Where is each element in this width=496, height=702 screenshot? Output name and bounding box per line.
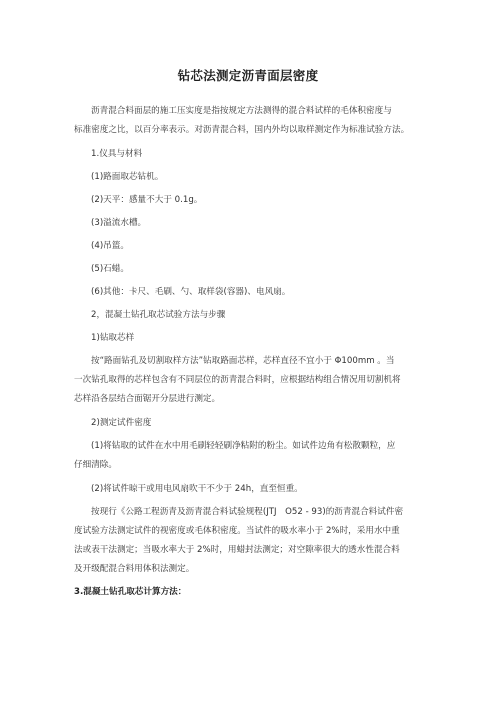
section-heading: 1.仪具与材料 <box>91 149 143 159</box>
paragraph-line: (1)将钻取的试件在水中用毛刷轻轻刷净粘附的粉尘。如试件边角有松散颗粒，应 <box>91 441 396 451</box>
paragraph-line: (2)将试件晾干或用电风扇吹干不少于 24h，直至恒重。 <box>91 484 303 494</box>
paragraph-line: 度试验方法测定试件的视密度或毛体积密度。当试件的吸水率小于 2%时，采用水中重 <box>74 526 400 536</box>
paragraph-line: 一次钻孔取得的芯样包含有不同层位的沥青混合料时，应根据结构组合情况用切割机将 <box>74 375 401 385</box>
paragraph-line: 按“路面钻孔及切割取样方法”钻取路面芯样，芯样直径不宜小于 Φ100mm 。当 <box>91 356 395 366</box>
paragraph-line: 法或表干法测定；当吸水率大于 2%时，用蜡封法测定；对空隙率很大的透水性混合料 <box>74 545 400 555</box>
section-heading: 2，混凝土钻孔取芯试验方法与步骤 <box>91 310 226 320</box>
section-heading: 3.混凝土钻孔取芯计算方法： <box>74 587 187 597</box>
list-item: (2)天平：感量不大于 0.1g。 <box>91 195 203 205</box>
paragraph-line: 沥青混合料面层的施工压实度是指按规定方法测得的混合料试样的毛体积密度与 <box>91 106 392 116</box>
paragraph-line: 标准密度之比，以百分率表示。对沥青混合料，国内外均以取样测定作为标准试验方法。 <box>74 125 410 135</box>
list-item: (6)其他：卡尺、毛刷、勺、取样袋(容器)、电风扇。 <box>91 287 291 297</box>
list-item: (3)溢流水槽。 <box>91 218 147 228</box>
paragraph-line: 及开级配混合料用体积法测定。 <box>74 564 195 574</box>
paragraph-line: 按现行《公路工程沥青及沥青混合料试验规程(JTJ O52 - 93)的沥青混合料试件密 <box>91 507 404 517</box>
subsection-heading: 2)测定试件密度 <box>91 418 152 428</box>
paragraph-line: 仔细清除。 <box>74 460 117 470</box>
list-item: (4)吊篮。 <box>91 241 129 251</box>
paragraph-line: 芯样沿各层结合面锯开分层进行测定。 <box>74 394 221 404</box>
list-item: (1)路面取芯钻机。 <box>91 172 164 182</box>
subsection-heading: 1)钻取芯样 <box>91 333 135 343</box>
page-title: 钻芯法测定沥青面层密度 <box>177 68 319 83</box>
list-item: (5)石蜡。 <box>91 264 129 274</box>
